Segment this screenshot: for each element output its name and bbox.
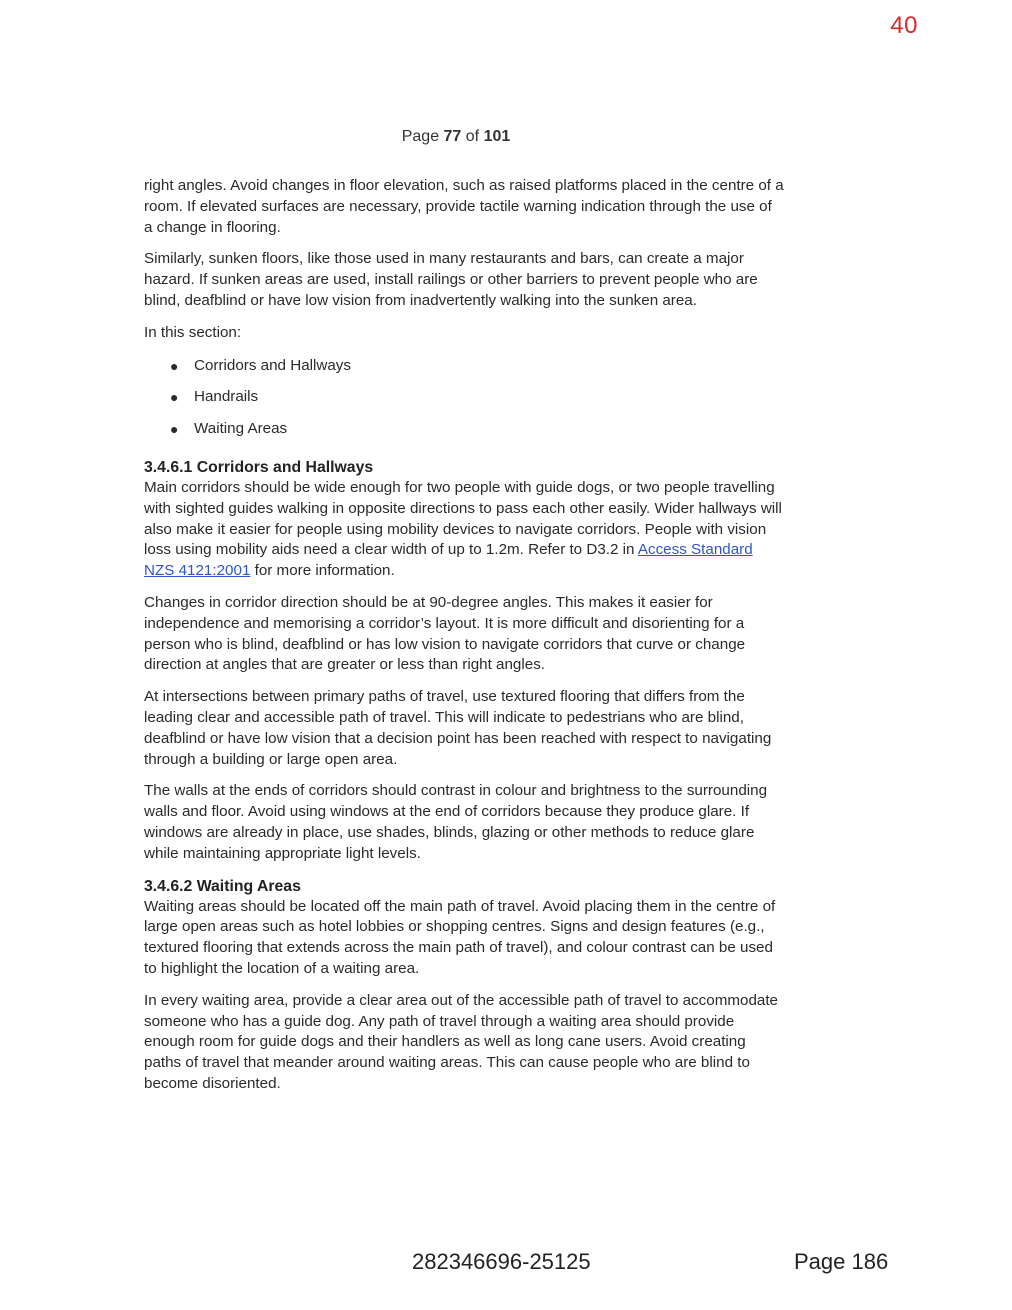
page-header: [0, 128, 912, 146]
paragraph: Changes in corridor direction should be at 90-degree angles. This makes it easier for independence and memorising a corridor’s layout. It is more difficult and disorienting for a person who is blind, deafblind or has low vision to navigate corridors that curve or change direction at angles that are greater or less than right angles.: [144, 594, 746, 674]
page-header-prefix: Page: [401, 128, 444, 145]
paragraph: right angles. Avoid changes in floor elevation, such as raised platforms placed in the centre of a room. If elevated surfaces are necessary, provide tactile warning indication through the use of a change in flooring.: [144, 177, 784, 236]
section-list: [144, 355, 784, 450]
footer-page-number: Page 186: [794, 1249, 889, 1274]
paragraph-text: for more information.: [250, 562, 395, 580]
list-item: [144, 418, 784, 450]
paragraph: Waiting areas should be located off the main path of travel. Avoid placing them in the centre of large open areas such as hotel lobbies or shopping centres. Signs and design features (e.g., textured flooring that extends across the main path of travel), and colour contrast can be used to highlight the location of a waiting area.: [144, 897, 776, 978]
list-item: [144, 355, 784, 387]
page-stamp-number: 40: [890, 12, 918, 39]
section-intro: In this section:: [144, 323, 242, 341]
page-header-sep: of: [461, 128, 484, 145]
page-header-total: 101: [483, 128, 511, 145]
paragraph: The walls at the ends of corridors should contrast in colour and brightness to the surrounding walls and floor. Avoid using windows at the end of corridors because they produce glare. If windows are already in place, use shades, blinds, glazing or other methods to reduce glare while maintaining appropriate light levels.: [144, 782, 768, 862]
section-heading-corridors: 3.4.6.1 Corridors and Hallways: [144, 459, 374, 477]
list-item-label: Waiting Areas: [194, 419, 288, 437]
bullet-icon: ●: [170, 357, 179, 374]
document-body: [144, 176, 784, 1106]
bullet-icon: ●: [170, 420, 179, 437]
paragraph-text: Main corridors should be wide enough for two people with guide dogs, or two people travelling with sighted guides walking in opposite directions to pass each other easily. Wider hallways will also make it easier for people using mobility devices to navigate corridors. People with vision loss using mobility aids need a clear width of up to 1.2m. Refer to D3.2 in: [144, 479, 782, 559]
list-item-label: Corridors and Hallways: [194, 356, 351, 374]
paragraph: [144, 478, 784, 582]
paragraph: Similarly, sunken floors, like those used in many restaurants and bars, can create a major hazard. If sunken areas are used, install railings or other barriers to prevent people who are blind, deafblind or have low vision from inadvertently walking into the sunken area.: [144, 250, 758, 309]
paragraph: In every waiting area, provide a clear area out of the accessible path of travel to accommodate someone who has a guide dog. Any path of travel through a waiting area should provide enough room for guide dogs and their handlers as well as long cane users. Avoid creating paths of travel that meander around waiting areas. This can cause people who are blind to become disoriented.: [144, 991, 779, 1092]
footer-document-id: 282346696-25125: [412, 1249, 591, 1274]
list-item: [144, 386, 784, 418]
paragraph: At intersections between primary paths of travel, use textured flooring that differs from the leading clear and accessible path of travel. This will indicate to pedestrians who are blind, deafblind or have low vision that a decision point has been reached with respect to navigating through a building or large open area.: [144, 688, 772, 768]
list-item-label: Handrails: [194, 388, 259, 406]
bullet-icon: ●: [170, 389, 179, 406]
page-header-current: 77: [443, 128, 462, 145]
access-standard-link[interactable]: Access Standard NZS 4121:2001: [144, 541, 753, 580]
section-heading-waiting: 3.4.6.2 Waiting Areas: [144, 877, 301, 895]
